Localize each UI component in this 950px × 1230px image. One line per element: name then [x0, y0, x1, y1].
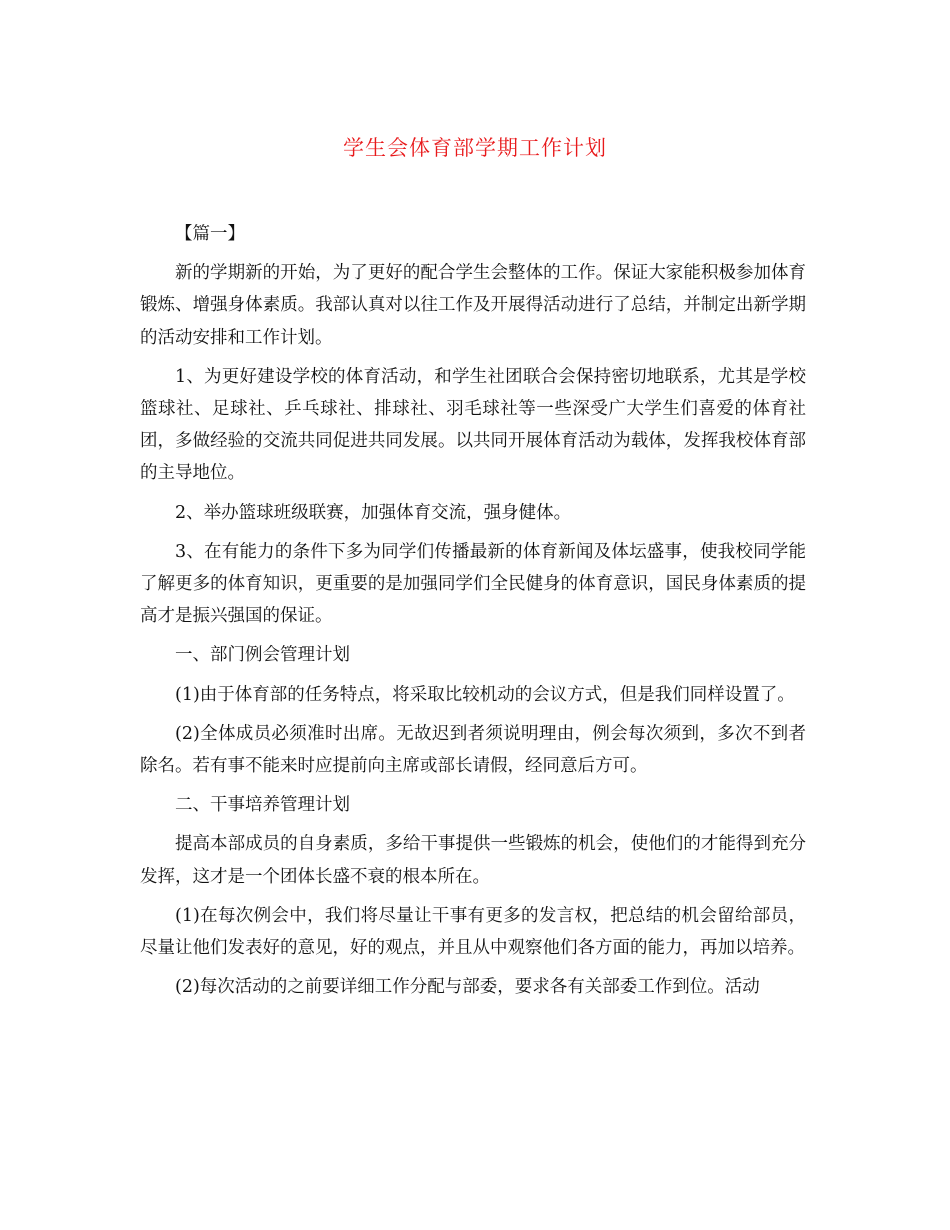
staff-training-item-2: (2)每次活动的之前要详细工作分配与部委，要求各有关部委工作到位。活动	[175, 977, 760, 998]
plan-item-1: 1、为更好建设学校的体育活动，和学生社团联合会保持密切地联系，尤其是学校篮球社、足球社、乒乓球社、排球社、羽毛球社等一些深受广大学生们喜爱的体育社团，多做经验的交流共同促进共同发展。以共同开展体育活动为载体，发挥我校体育部的主导地位。	[140, 366, 806, 484]
meetings-item-2: (2)全体成员必须准时出席。无故迟到者须说明理由，例会每次须到，多次不到者除名。若有事不能来时应提前向主席或部长请假，经同意后方可。	[140, 723, 806, 777]
intro-paragraph: 新的学期新的开始，为了更好的配合学生会整体的工作。保证大家能积极参加体育锻炼、增强身体素质。我部认真对以往工作及开展得活动进行了总结，并制定出新学期的活动安排和工作计划。	[140, 263, 806, 348]
section-heading-staff-training: 二、干事培养管理计划	[175, 795, 350, 816]
document-title: 学生会体育部学期工作计划	[343, 136, 607, 160]
document-body	[140, 218, 806, 1010]
staff-training-intro: 提高本部成员的自身素质，多给干事提供一些锻炼的机会，使他们的才能得到充分发挥，这才是一个团体长盛不衰的根本所在。	[140, 834, 806, 887]
section-heading-part-one: 【篇一】	[175, 224, 245, 244]
staff-training-item-1: (1)在每次例会中，我们将尽量让干事有更多的发言权，把总结的机会留给部员，尽量让他们发表好的意见，好的观点，并且从中观察他们各方面的能力，再加以培养。	[140, 905, 806, 959]
section-heading-meetings: 一、部门例会管理计划	[175, 645, 350, 666]
meetings-item-1: (1)由于体育部的任务特点，将采取比较机动的会议方式，但是我们同样设置了。	[175, 684, 795, 705]
plan-item-2: 2、举办篮球班级联赛，加强体育交流，强身健体。	[175, 502, 572, 523]
plan-item-3: 3、在有能力的条件下多为同学们传播最新的体育新闻及体坛盛事，使我校同学能了解更多的体育知识，更重要的是加强同学们全民健身的体育意识，国民身体素质的提高才是振兴强国的保证。	[140, 541, 806, 627]
